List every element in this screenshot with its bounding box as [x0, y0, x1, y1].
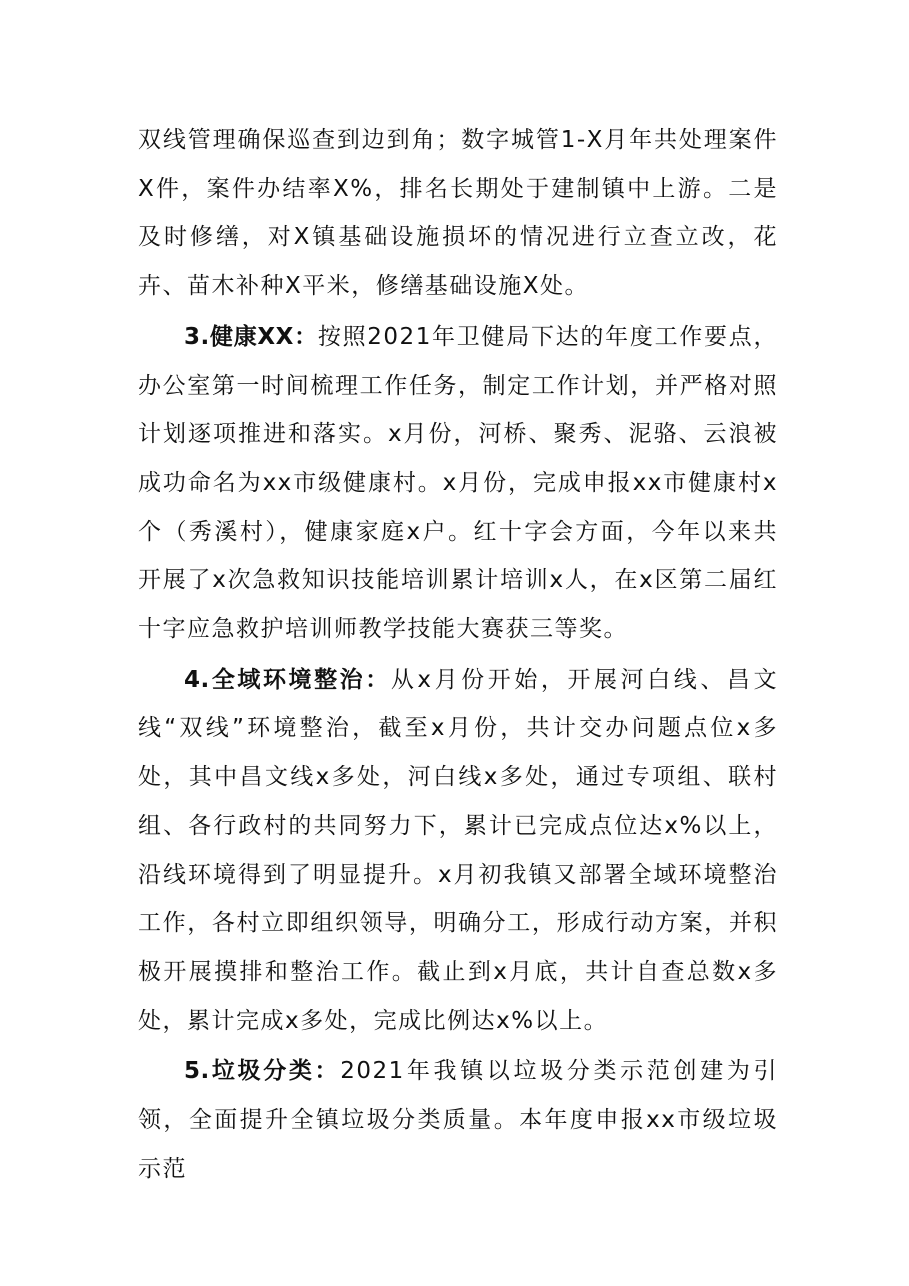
paragraph-text: 从x月份开始，开展河白线、昌文线“双线”环境整治，截至x月份，共计交办问题点位x多处，其中昌文线x多处，河白线x多处，通过专项组、联村组、各行政村的共同努力下，累计已完成点位达x%以上，沿线环境得到了明显提升。x月初我镇又部署全域环境整治工作，各村立即组织领导，明确分工，形成行动方案，并积极开展摸排和整治工作。截止到x月底，共计自查总数x多处，累计完成x多处，完成比例达x%以上。: [138, 666, 778, 1034]
paragraph-waste-sorting: [138, 1047, 778, 1193]
paragraph-text: 2021年我镇以垃圾分类示范创建为引领，全面提升全镇垃圾分类质量。本年度申报xx市级垃圾示范: [138, 1058, 778, 1182]
section-heading-health: 3.健康XX：: [184, 323, 318, 350]
section-heading-waste-sorting: 5.垃圾分类：: [184, 1058, 341, 1085]
paragraph-city-management: [138, 116, 778, 311]
paragraph-text: 按照2021年卫健局下达的年度工作要点，办公室第一时间梳理工作任务，制定工作计划，并严格对照计划逐项推进和落实。x月份，河桥、聚秀、泥骆、云浪被成功命名为xx市级健康村。x月份，完成申报xx市健康村x个（秀溪村），健康家庭x户。红十字会方面，今年以来共开展了x次急救知识技能培训累计培训x人，在x区第二届红十字应急救护培训师教学技能大赛获三等奖。: [138, 323, 778, 643]
section-heading-environment: 4.全域环境整治：: [184, 666, 391, 693]
paragraph-health: [138, 313, 778, 654]
document-body: [138, 116, 778, 1195]
paragraph-environment: [138, 656, 778, 1046]
paragraph-text: 双线管理确保巡查到边到角；数字城管1-X月年共处理案件X件，案件办结率X%，排名长期处于建制镇中上游。二是及时修缮，对X镇基础设施损坏的情况进行立查立改，花卉、苗木补种X平米，修缮基础设施X处。: [138, 127, 778, 300]
